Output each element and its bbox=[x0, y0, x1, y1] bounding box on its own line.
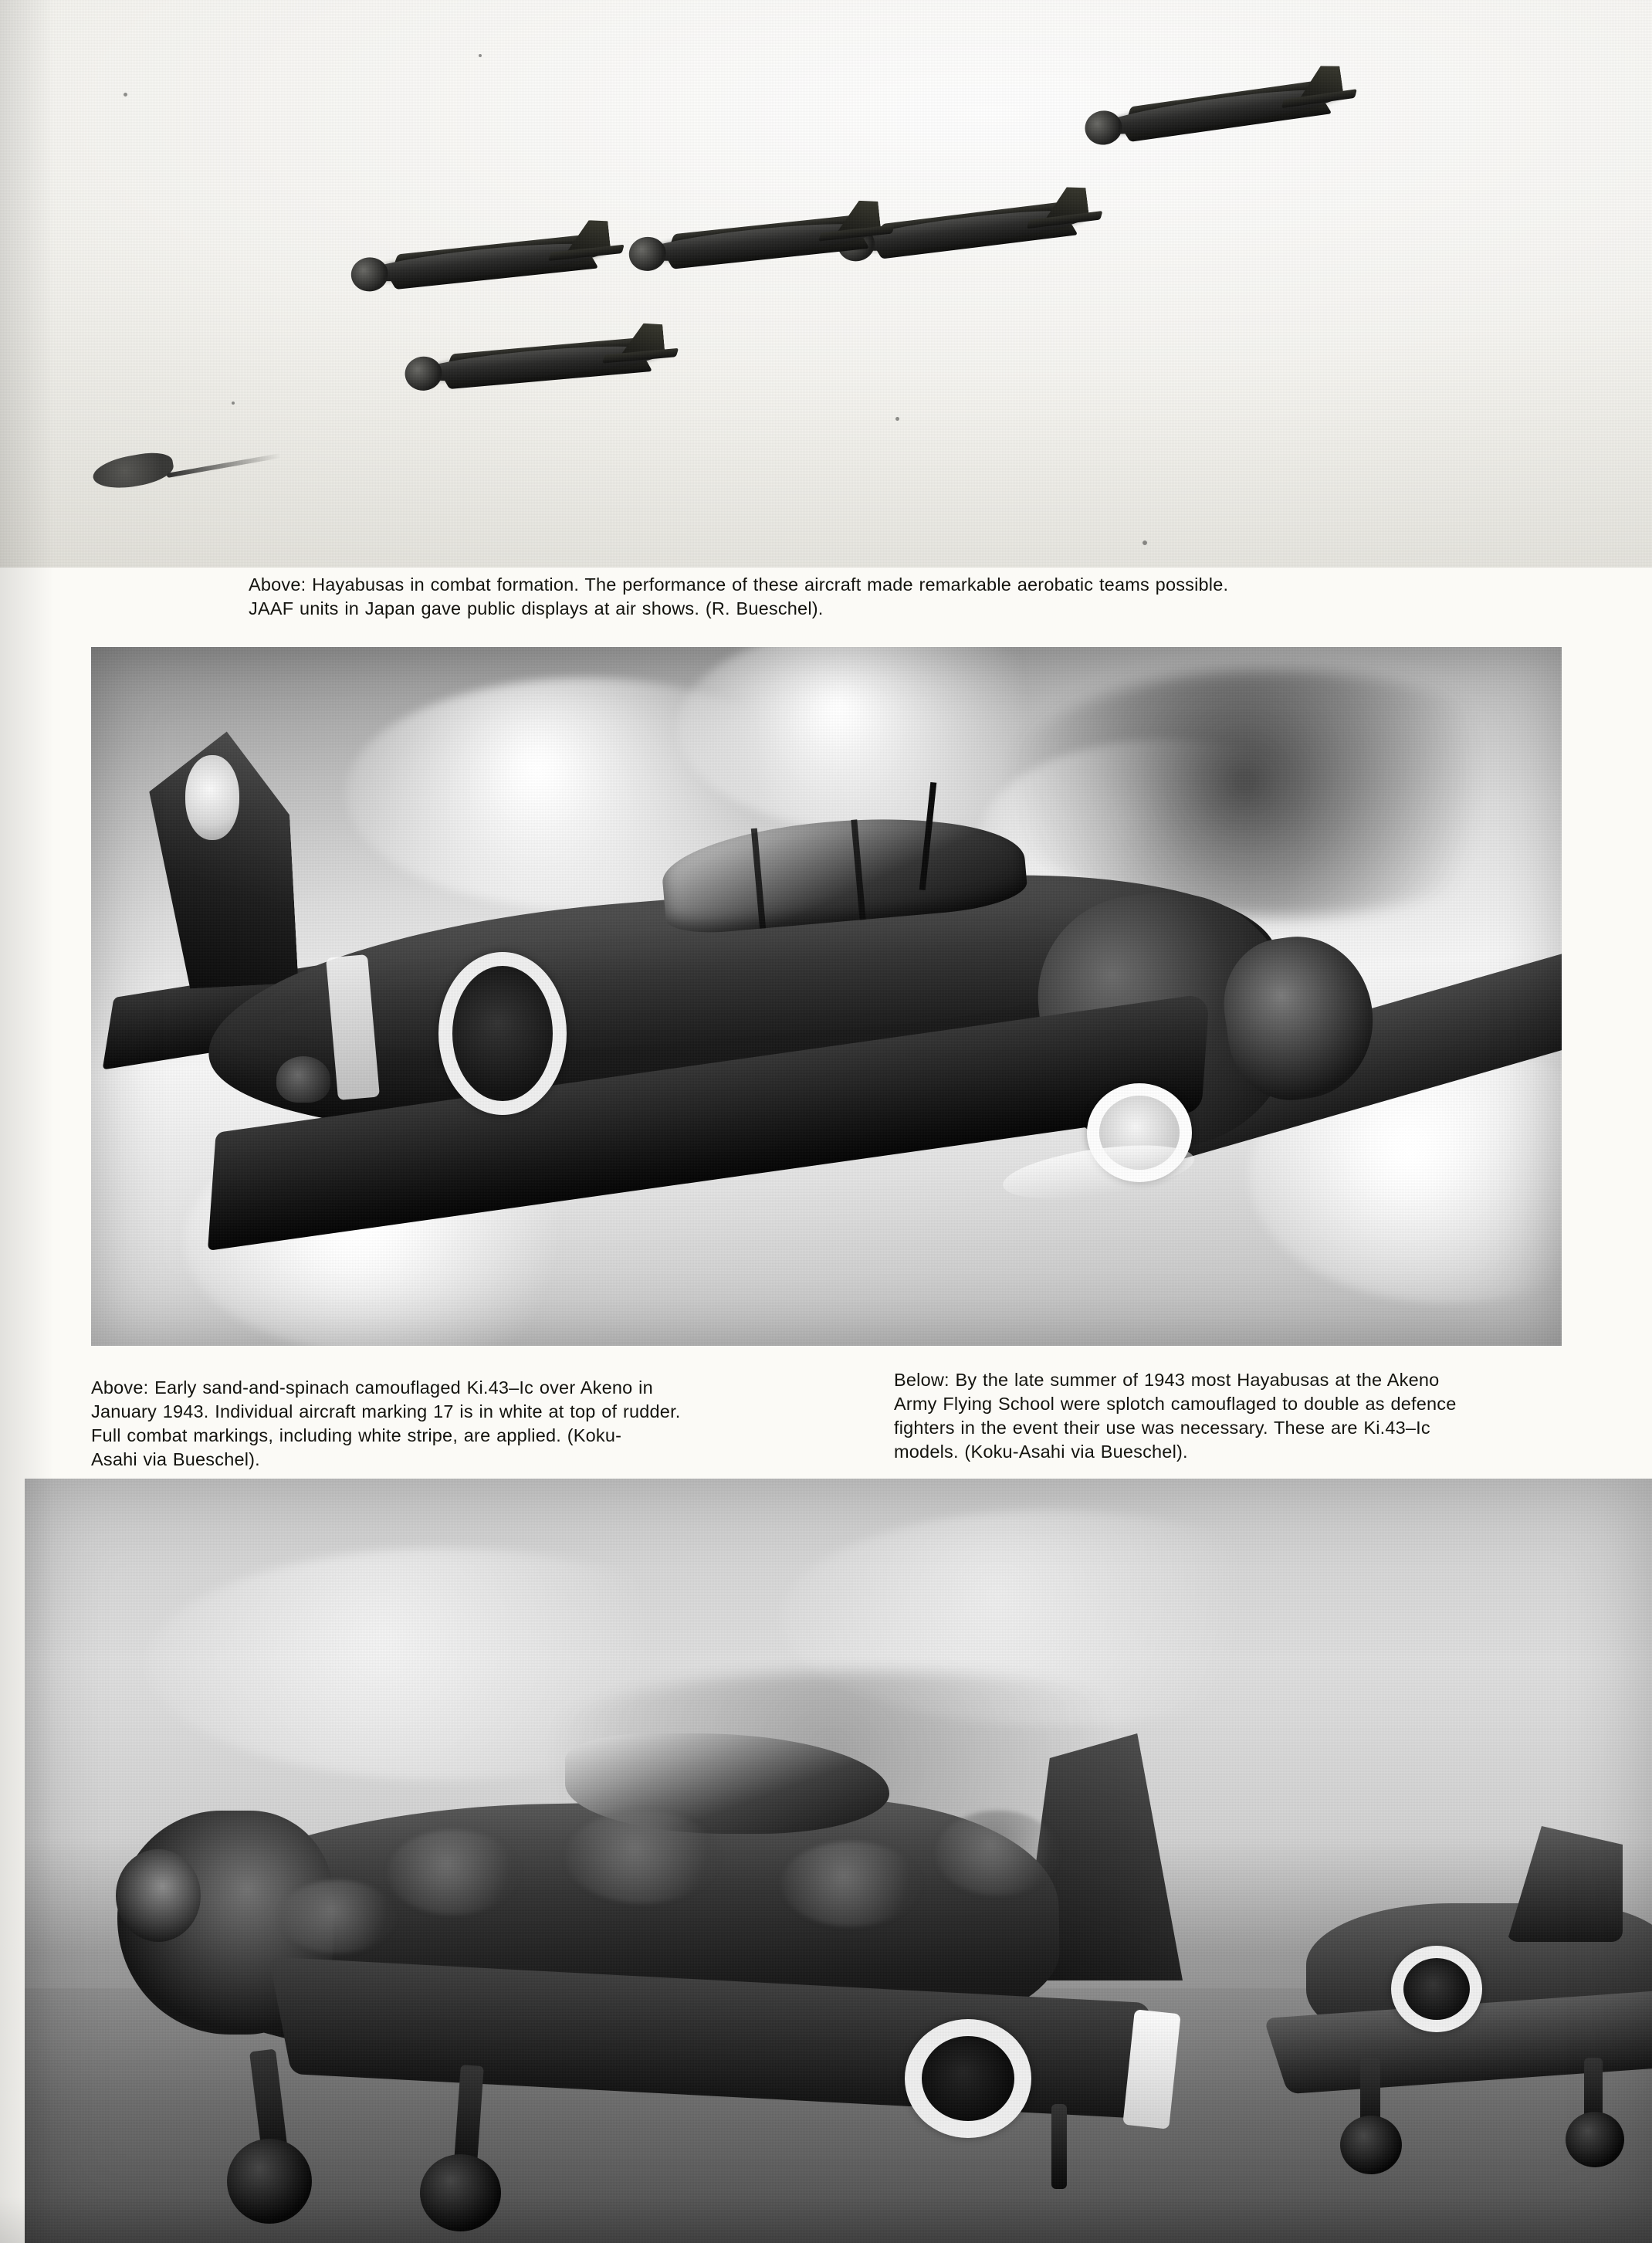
wing-hinomaru bbox=[905, 2019, 1031, 2138]
main-wheel-right bbox=[420, 2154, 501, 2231]
figure-ki43-ic-over-akeno bbox=[91, 647, 1562, 1346]
caption-akeno-left bbox=[91, 1376, 871, 1472]
main-wheel-left bbox=[227, 2139, 312, 2224]
sky-background bbox=[0, 0, 1652, 568]
wing-hinomaru-background bbox=[1391, 1946, 1482, 2032]
tail-wheel-strut bbox=[1051, 2104, 1067, 2189]
main-wheel-background bbox=[1340, 2116, 1402, 2174]
caption-akeno-left-line-3: Full combat markings, including white stripe, are applied. (Koku- bbox=[91, 1425, 622, 1445]
propeller-spinner bbox=[116, 1849, 201, 1942]
caption-akeno-right-line-2: Army Flying School were splotch camouflaged to double as defence bbox=[894, 1394, 1457, 1414]
aircraft-ki43-ic bbox=[91, 647, 1562, 1346]
caption-formation-line-1: Above: Hayabusas in combat formation. The performance of these aircraft made remarkable aerobatic teams possible. bbox=[249, 574, 1229, 595]
figure-hayabusas-in-combat-formation bbox=[0, 0, 1652, 568]
aircraft-background-ki43 bbox=[1275, 1811, 1652, 2150]
main-wheel-background-2 bbox=[1566, 2112, 1624, 2167]
caption-akeno-right-line-4: models. (Koku-Asahi via Bueschel). bbox=[894, 1442, 1188, 1462]
undercarriage-fairing bbox=[276, 1056, 330, 1103]
caption-akeno-left-line-1: Above: Early sand-and-spinach camouflaged Ki.43–Ic over Akeno in bbox=[91, 1377, 653, 1398]
caption-akeno-right-line-3: fighters in the event their use was necessary. These are Ki.43–Ic bbox=[894, 1418, 1430, 1438]
caption-akeno-left-line-2: January 1943. Individual aircraft marking 17 is in white at top of rudder. bbox=[91, 1401, 681, 1421]
figure-splotch-camouflaged-ki43-ic bbox=[25, 1479, 1652, 2243]
caption-akeno-right-line-1: Below: By the late summer of 1943 most Hayabusas at the Akeno bbox=[894, 1370, 1440, 1390]
caption-formation-line-2: JAAF units in Japan gave public displays at air shows. (R. Bueschel). bbox=[249, 598, 824, 618]
rudder-marking-17 bbox=[185, 755, 239, 840]
caption-akeno-right bbox=[894, 1368, 1593, 1464]
caption-formation bbox=[249, 573, 1422, 621]
caption-akeno-left-line-4: Asahi via Bueschel). bbox=[91, 1449, 260, 1469]
fuselage-hinomaru bbox=[438, 952, 567, 1115]
